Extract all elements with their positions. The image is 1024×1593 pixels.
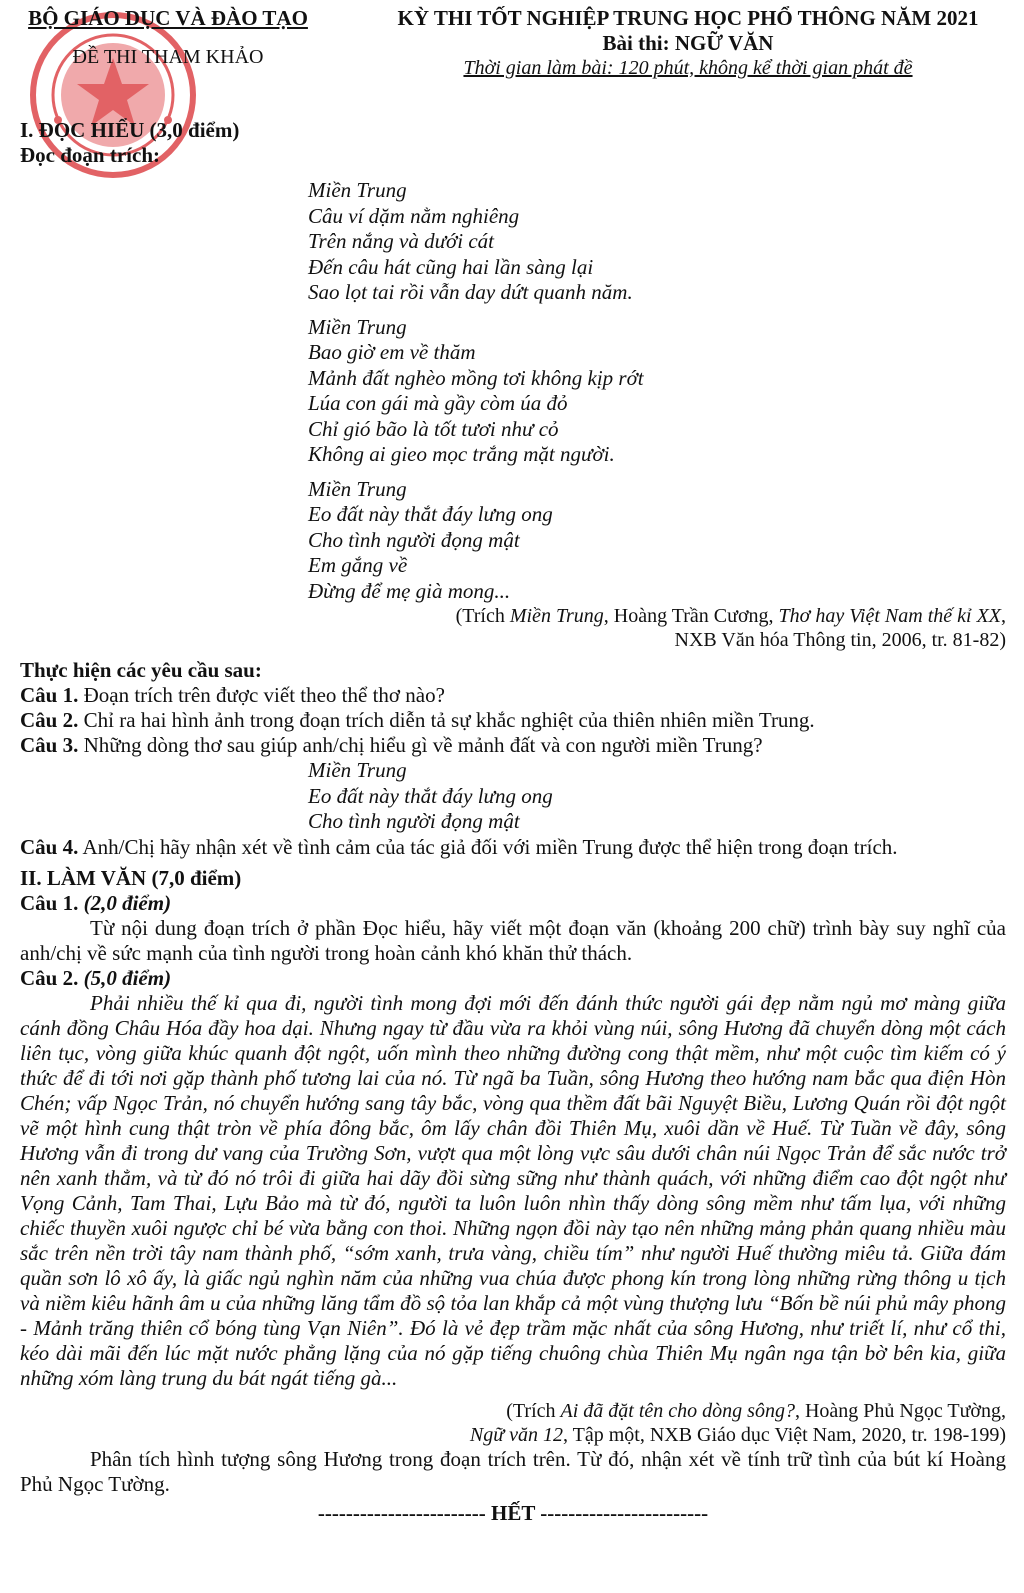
poem-line: Cho tình người đọng mật bbox=[308, 527, 520, 552]
poem bbox=[308, 178, 1006, 604]
essay-1-heading: Câu 1. (2,0 điểm) bbox=[20, 890, 172, 915]
part1-title: I. ĐỌC HIỂU (3,0 điểm) bbox=[20, 118, 240, 142]
question-3: Câu 3. Những dòng thơ sau giúp anh/chị hiểu gì về mảnh đất và con người miền Trung? bbox=[20, 733, 763, 757]
excerpt-source: (Trích Ai đã đặt tên cho dòng sông?, Hoàng Phủ Ngọc Tường, Ngữ văn 12, Tập một, NXB Giáo dục Việt Nam, 2020, tr. 198-199) bbox=[469, 1399, 1006, 1446]
exam-subject: Bài thi: NGỮ VĂN bbox=[602, 31, 774, 55]
tasks-title: Thực hiện các yêu cầu sau: bbox=[20, 658, 262, 682]
poem-stanza-1 bbox=[308, 178, 1006, 306]
poem-line: Chỉ gió bão là tốt tươi như cỏ bbox=[308, 416, 559, 441]
essay-2-excerpt: Phải nhiều thế kỉ qua đi, người tình mong đợi mới đến đánh thức người gái đẹp nằm ngủ mơ màng giữa cánh đồng Châu Hóa đầy hoa dại. Nhưng ngay từ đầu vừa ra khỏi vùng núi, sông Hương đã chuyển dòng một cách liên tục, vòng giữa khúc quanh đột ngột, uốn mình theo những đường cong thật mềm, như một cuộc tìm kiếm có ý thức để đi tới nơi gặp thành phố tương lai của nó. Từ ngã ba Tuần, sông Hương theo hướng nam bắc qua điện Hòn Chén; vấp Ngọc Trản, nó chuyển hướng sang tây bắc, vòng qua thềm đất bãi Nguyệt Biều, Lương Quán rồi đột ngột vẽ một hình cung thật tròn về phía đông bắc, ôm lấy chân đồi Thiên Mụ, xuôi dần về Huế. Từ Tuần về đây, sông Hương vẫn đi trong dư vang của Trường Sơn, vượt qua một lòng vực sâu dưới chân núi Ngọc Trản để sắc nước trở nên xanh thẳm, và từ đó nó trôi đi giữa hai dãy đồi sừng sững như thành quách, với những điểm cao đột ngột như Vọng Cảnh, Tam Thai, Lựu Bảo mà từ đó, người ta luôn luôn nhìn thấy dòng sông mềm như tấm lụa, với những chiếc thuyền xuôi ngược chỉ bé vừa bằng con thoi. Những ngọn đồi này tạo nên những mảng phản quang nhiều màu sắc trên nền trời tây nam thành phố, “sớm xanh, trưa vàng, chiều tím” như người Huế thường miêu tả. Giữa đám quần sơn lô xô ấy, là giấc ngủ nghìn năm của những vua chúa được phong kín trong lòng những rừng thông u tịch và niềm kiêu hãnh âm u của những lăng tẩm đồ sộ tỏa lan khắp cả một vùng thượng lưu “Bốn bề núi phủ mây phong - Mảnh trăng thiên cổ bóng tùng Vạn Niên”. Đó là vẻ đẹp trầm mặc nhất của sông Hương, như triết lí, như cổ thi, kéo dài mãi đến lúc mặt nước phẳng lặng của nó gặp tiếng chuông chùa Thiên Mụ ngân nga tận bờ bên kia, giữa những xóm làng trung du bát ngát tiếng gà... bbox=[20, 990, 1006, 1390]
poem-line: Đừng để mẹ già mong... bbox=[308, 578, 511, 603]
exam-content bbox=[20, 118, 1006, 1526]
question-4: Câu 4. Anh/Chị hãy nhận xét về tình cảm của tác giả đối với miền Trung được thể hiện trong đoạn trích. bbox=[20, 834, 898, 859]
part2-title: II. LÀM VĂN (7,0 điểm) bbox=[20, 865, 242, 890]
poem-line: Bao giờ em về thăm bbox=[308, 340, 476, 364]
exam-type: ĐỀ THI THAM KHẢO bbox=[72, 46, 264, 68]
poem-line: Mảnh đất nghèo mồng tơi không kịp rớt bbox=[308, 365, 644, 390]
header-right bbox=[360, 6, 1016, 81]
ministry-name: BỘ GIÁO DỤC VÀ ĐÀO TẠO bbox=[28, 6, 308, 30]
poem-line: Câu ví dặm nằm nghiêng bbox=[308, 203, 520, 228]
end-marker: ------------------------ HẾT ------------------------ bbox=[317, 1500, 709, 1525]
essay-1-text: Từ nội dung đoạn trích ở phần Đọc hiểu, hãy viết một đoạn văn (khoảng 200 chữ) trình bày suy nghĩ của anh/chị về sức mạnh của tình người trong hoàn cảnh khó khăn thử thách. bbox=[20, 915, 1006, 965]
part1-intro: Đọc đoạn trích: bbox=[20, 143, 160, 167]
poem-line: Không ai gieo mọc trắng mặt người. bbox=[308, 442, 615, 466]
poem-line: Miền Trung bbox=[308, 314, 407, 339]
header-left bbox=[18, 6, 318, 70]
essay-2-heading: Câu 2. (5,0 điểm) bbox=[20, 965, 172, 990]
question-2: Câu 2. Chỉ ra hai hình ảnh trong đoạn trích diễn tả sự khắc nghiệt của thiên nhiên miền Trung. bbox=[20, 708, 815, 732]
poem-line: Em gắng về bbox=[308, 553, 408, 577]
exam-title: KỲ THI TỐT NGHIỆP TRUNG HỌC PHỔ THÔNG NĂM 2021 bbox=[397, 6, 979, 30]
poem-stanza-2 bbox=[308, 315, 1006, 468]
poem-stanza-3 bbox=[308, 477, 1006, 605]
poem-line: Sao lọt tai rồi vẫn day dứt quanh năm. bbox=[308, 280, 633, 304]
poem-source: (Trích Miền Trung, Hoàng Trần Cương, Thơ hay Việt Nam thế kỉ XX, NXB Văn hóa Thông tin, 2006, tr. 81-82) bbox=[455, 605, 1006, 651]
time-note: Thời gian làm bài: 120 phút, không kể thời gian phát đề bbox=[463, 57, 913, 79]
essay-2-task: Phân tích hình tượng sông Hương trong đoạn trích trên. Từ đó, nhận xét về tính trữ tình của bút kí Hoàng Phủ Ngọc Tường. bbox=[20, 1446, 1006, 1496]
poem-line: Trên nắng và dưới cát bbox=[308, 229, 494, 253]
poem-line: Miền Trung bbox=[308, 476, 407, 501]
poem-line: Lúa con gái mà gầy còm úa đỏ bbox=[308, 391, 568, 415]
poem-line: Đến câu hát cũng hai lần sàng lại bbox=[308, 254, 594, 279]
question-3-poem: Miền Trung Eo đất này thắt đáy lưng ong Cho tình người đọng mật bbox=[308, 758, 553, 833]
poem-line: Eo đất này thắt đáy lưng ong bbox=[308, 502, 553, 526]
question-1: Câu 1. Đoạn trích trên được viết theo thể thơ nào? bbox=[20, 683, 445, 707]
poem-line: Miền Trung bbox=[308, 178, 407, 202]
